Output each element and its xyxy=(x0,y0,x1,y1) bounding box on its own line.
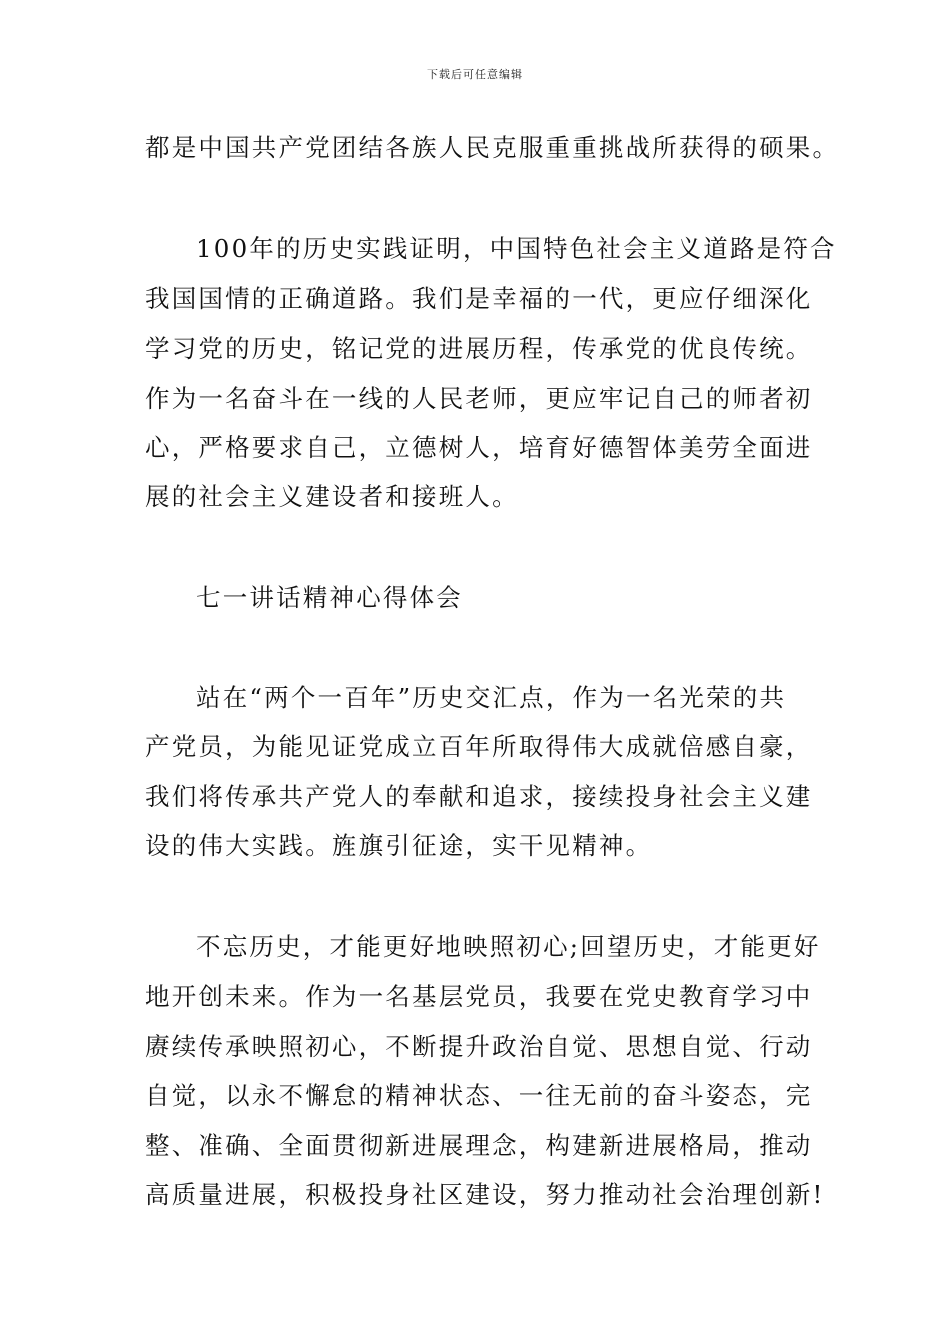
text-line: 展的社会主义建设者和接班人。 xyxy=(145,482,519,511)
text-line: 高质量进展，积极投身社区建设，努力推动社会治理创新! xyxy=(145,1180,825,1209)
text-line: 整、准确、全面贯彻新进展理念，构建新进展格局，推动 xyxy=(145,1131,813,1160)
text-line: 赓续传承映照初心，不断提升政治自觉、思想自觉、行动 xyxy=(145,1032,813,1061)
text-line: 地开创未来。作为一名基层党员，我要在党史教育学习中 xyxy=(145,982,813,1011)
text-line: 我们将传承共产党人的奉献和追求，接续投身社会主义建 xyxy=(145,782,813,811)
text-line: 设的伟大实践。旌旗引征途，实干见精神。 xyxy=(145,831,653,860)
paragraph-first-line: 站在“两个一百年”历史交汇点，作为一名光荣的共 xyxy=(196,683,787,712)
text-line: 作为一名奋斗在一线的人民老师，更应牢记自己的师者初 xyxy=(145,384,813,413)
text-line: 心，严格要求自己，立德树人，培育好德智体美劳全面进 xyxy=(145,433,813,462)
text-line: 自觉，以永不懈怠的精神状态、一往无前的奋斗姿态，完 xyxy=(145,1081,813,1110)
section-heading: 七一讲话精神心得体会 xyxy=(196,583,463,612)
text-line: 产党员，为能见证党成立百年所取得伟大成就倍感自豪， xyxy=(145,732,813,761)
paragraph-first-line: 100年的历史实践证明，中国特色社会主义道路是符合 xyxy=(196,234,837,263)
text-line: 都是中国共产党团结各族人民克服重重挑战所获得的硕果。 xyxy=(145,133,840,162)
page-header-note: 下载后可任意编辑 xyxy=(427,68,523,81)
paragraph-first-line: 不忘历史，才能更好地映照初心;回望历史，才能更好 xyxy=(196,932,821,961)
text-line: 我国国情的正确道路。我们是幸福的一代，更应仔细深化 xyxy=(145,284,813,313)
text-line: 学习党的历史，铭记党的进展历程，传承党的优良传统。 xyxy=(145,334,813,363)
